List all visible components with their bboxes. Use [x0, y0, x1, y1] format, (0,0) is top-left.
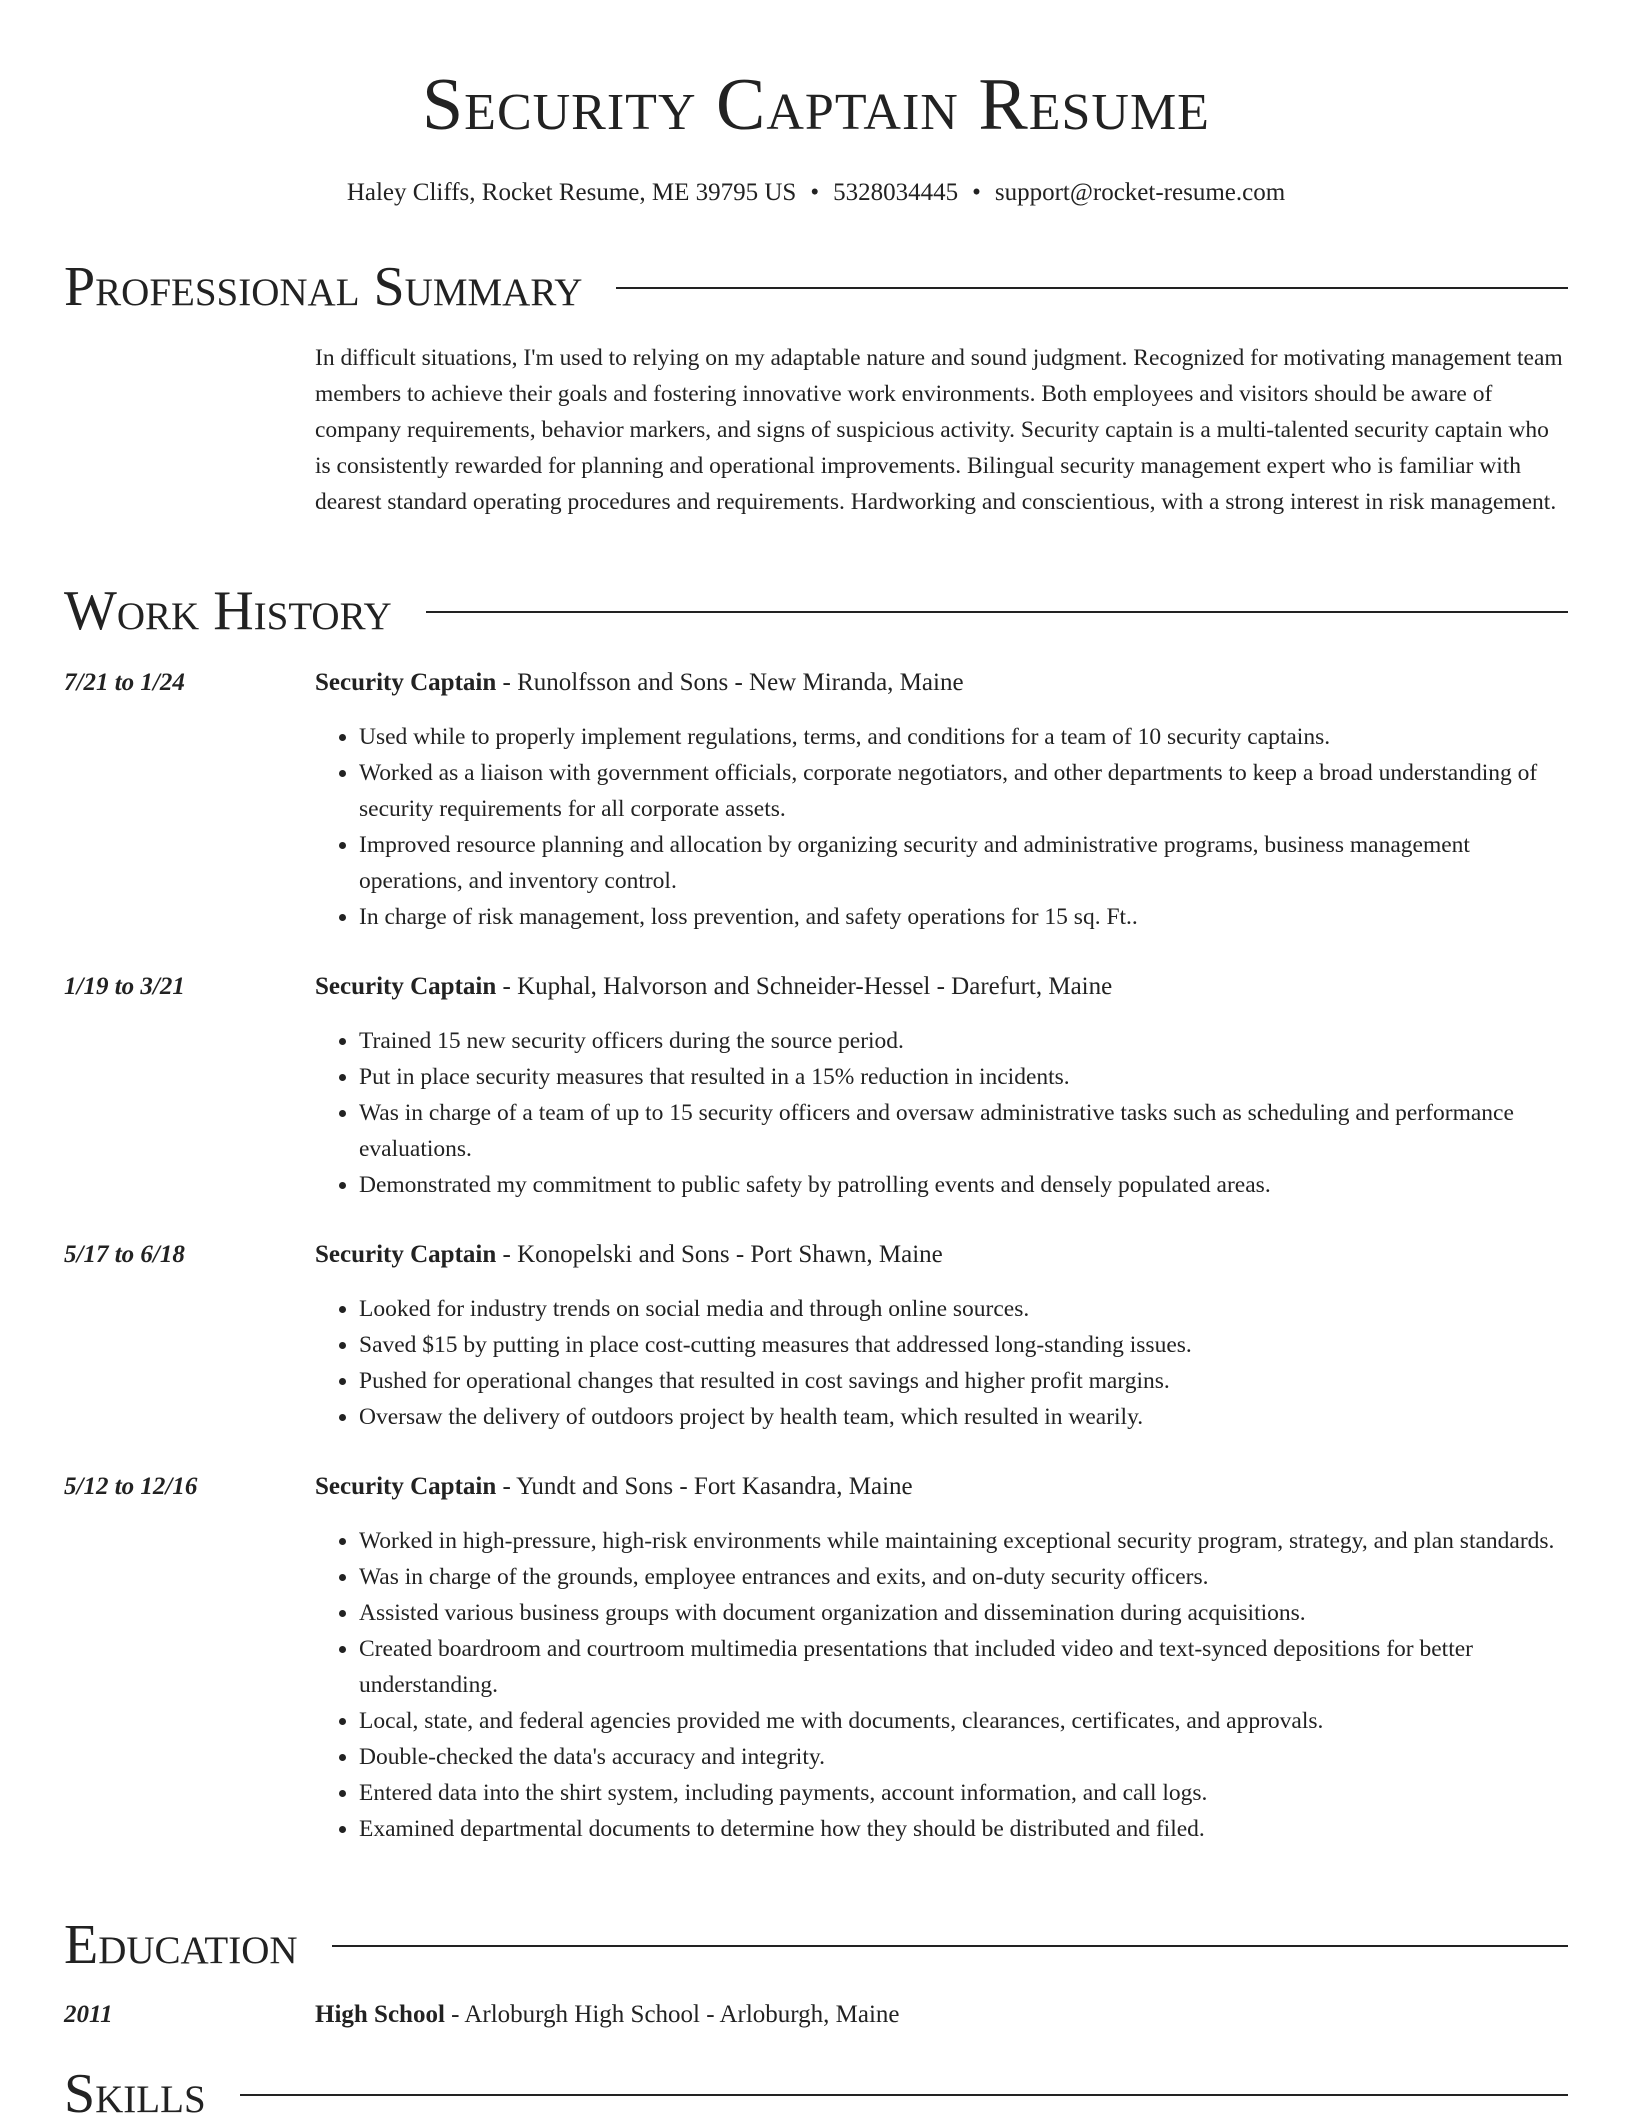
- job-employer: - Runolfsson and Sons - New Miranda, Maine: [496, 669, 964, 696]
- job-bullets: [315, 1523, 1570, 1847]
- job-title: Security Captain: [315, 1473, 497, 1500]
- contact-separator: •: [972, 179, 981, 206]
- job-bullet: • Demonstrated my commitment to public safety by patrolling events and densely populated areas.: [359, 1167, 1570, 1203]
- job-bullet: • In charge of risk management, loss prevention, and safety operations for 15 sq. Ft..: [359, 899, 1570, 935]
- professional-summary-text: In difficult situations, I'm used to relying on my adaptable nature and sound judgment. Recognized for motivating management team members to achieve their goals and fostering innovative work environments. Both employees and visitors should be aware of company requirements, behavior markers, and signs of suspicious activity. Security captain is a multi-talented security captain who is consistently rewarded for planning and operational improvements. Bilingual security management expert who is familiar with dearest standard operating procedures and requirements. Hardworking and conscientious, with a strong interest in risk management.: [315, 345, 1563, 515]
- contact-info: [0, 175, 1632, 211]
- job-dates: 5/12 to 12/16: [64, 1473, 198, 1500]
- job-title: Security Captain: [315, 1241, 497, 1268]
- job-bullet: • Assisted various business groups with document organization and dissemination during acquisitions.: [359, 1595, 1570, 1631]
- education-year: 2011: [64, 2001, 113, 2028]
- job-bullet: • Created boardroom and courtroom multimedia presentations that included video and text-synced depositions for better understanding.: [359, 1631, 1570, 1703]
- education-degree: High School: [315, 2001, 445, 2028]
- job-title-line: [315, 665, 964, 701]
- job-employer: - Konopelski and Sons - Port Shawn, Maine: [496, 1241, 943, 1268]
- education-heading: [64, 1912, 1568, 1978]
- job-bullet: • Put in place security measures that resulted in a 15% reduction in incidents.: [359, 1059, 1570, 1095]
- job-bullets: [315, 1291, 1570, 1435]
- work-history-heading: [64, 578, 1568, 644]
- job-bullet: • Used while to properly implement regulations, terms, and conditions for a team of 10 security captains.: [359, 719, 1570, 755]
- section-divider: [332, 1945, 1568, 1947]
- job-bullet: • Looked for industry trends on social media and through online sources.: [359, 1291, 1570, 1327]
- contact-address: Haley Cliffs, Rocket Resume, ME 39795 US: [346, 179, 797, 206]
- page-title: Security Captain Resume: [422, 64, 1210, 146]
- job-bullet: • Trained 15 new security officers during the source period.: [359, 1023, 1570, 1059]
- job-bullets: [315, 1023, 1570, 1203]
- professional-summary-heading: [64, 254, 1568, 320]
- job-bullet: • Saved $15 by putting in place cost-cutting measures that addressed long-standing issues.: [359, 1327, 1570, 1363]
- job-bullets: [315, 719, 1570, 935]
- education-line: [315, 1997, 900, 2033]
- skills-heading: [64, 2061, 1568, 2127]
- job-title: Security Captain: [315, 973, 497, 1000]
- job-title: Security Captain: [315, 669, 497, 696]
- contact-phone: 5328034445: [833, 179, 959, 206]
- section-divider: [426, 611, 1568, 613]
- job-bullet: • Worked in high-pressure, high-risk environments while maintaining exceptional security program, strategy, and plan standards.: [359, 1523, 1570, 1559]
- section-divider: [616, 287, 1568, 289]
- job-dates: 1/19 to 3/21: [64, 973, 185, 1000]
- job-bullet: • Oversaw the delivery of outdoors project by health team, which resulted in wearily.: [359, 1399, 1570, 1435]
- section-heading-text: Skills: [64, 2063, 206, 2125]
- job-employer: - Yundt and Sons - Fort Kasandra, Maine: [496, 1473, 913, 1500]
- job-dates: 7/21 to 1/24: [64, 669, 185, 696]
- job-bullet: • Worked as a liaison with government officials, corporate negotiators, and other departments to keep a broad understanding of security requirements for all corporate assets.: [359, 755, 1570, 827]
- contact-separator: •: [810, 179, 820, 206]
- section-divider: [240, 2094, 1568, 2096]
- section-heading-text: Education: [64, 1914, 298, 1976]
- job-title-line: [315, 1469, 913, 1505]
- job-bullet: • Improved resource planning and allocation by organizing security and administrative programs, business management operations, and inventory control.: [359, 827, 1570, 899]
- job-bullet: • Was in charge of the grounds, employee entrances and exits, and on-duty security officers.: [359, 1559, 1570, 1595]
- job-bullet: • Entered data into the shirt system, including payments, account information, and call logs.: [359, 1775, 1570, 1811]
- job-title-line: [315, 969, 1112, 1005]
- job-bullet: • Pushed for operational changes that resulted in cost savings and higher profit margins.: [359, 1363, 1570, 1399]
- job-bullet: • Double-checked the data's accuracy and integrity.: [359, 1739, 1570, 1775]
- section-heading-text: Work History: [64, 580, 392, 642]
- section-heading-text: Professional Summary: [64, 256, 583, 318]
- contact-email: support@rocket-resume.com: [994, 179, 1286, 206]
- job-employer: - Kuphal, Halvorson and Schneider-Hessel - Darefurt, Maine: [496, 973, 1113, 1000]
- job-title-line: [315, 1237, 943, 1273]
- job-bullet: • Local, state, and federal agencies provided me with documents, clearances, certificates, and approvals.: [359, 1703, 1570, 1739]
- job-bullet: • Examined departmental documents to determine how they should be distributed and filed.: [359, 1811, 1570, 1847]
- education-school: - Arloburgh High School - Arloburgh, Maine: [444, 2001, 900, 2028]
- job-bullet: • Was in charge of a team of up to 15 security officers and oversaw administrative tasks such as scheduling and performance evaluations.: [359, 1095, 1570, 1167]
- job-dates: 5/17 to 6/18: [64, 1241, 185, 1268]
